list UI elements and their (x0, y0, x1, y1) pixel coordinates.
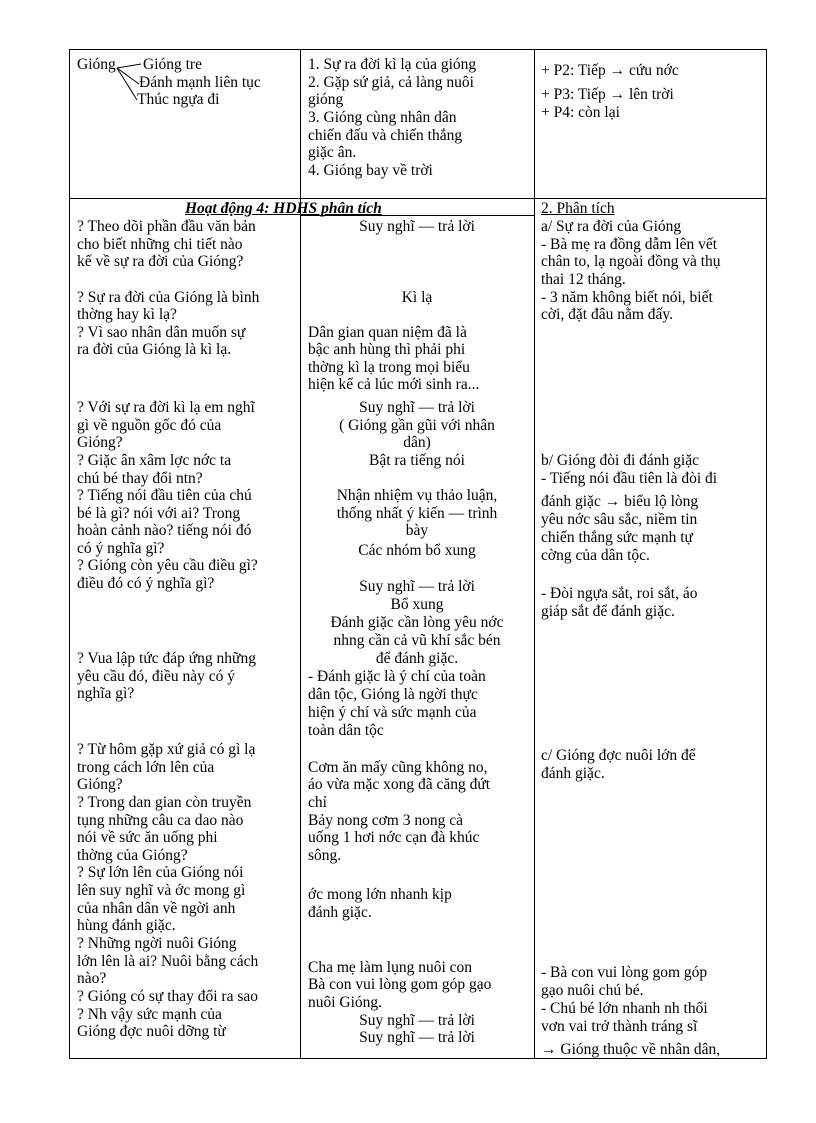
analysis-line: vơn vai trở thành tráng sĩ (541, 1018, 698, 1035)
answer-line: bậc anh hùng thì phải phi (308, 341, 466, 358)
analysis-text: đánh giặc (541, 493, 601, 510)
analysis-line: - 3 năm không biết nói, biết (541, 289, 713, 306)
answer-line: hiện kể cả lúc mới sinh ra... (308, 376, 480, 393)
answer-line: ( Gióng gần gũi với nhân (339, 417, 495, 434)
analysis-line: - Chú bé lớn nhanh nh thổi (541, 1000, 708, 1017)
question-line: trong cách lớn lên của (77, 759, 215, 776)
analysis-line: thai 12 tháng. (541, 271, 626, 288)
outline-line-2: 2. Gặp sứ giả, cả làng nuôi (308, 74, 474, 91)
analysis-line: giáp sắt để đánh giặc. (541, 603, 675, 620)
outline-line-5: chiến đấu và chiến thắng (308, 127, 463, 144)
question-line: lớn lên là ai? Nuôi bằng cách (77, 953, 259, 970)
answer-line: Suy nghĩ — trả lời (359, 578, 475, 595)
question-line: bé là gì? nói với ai? Trong (77, 505, 241, 522)
answer-line: để đánh giặc. (375, 650, 459, 667)
question-line: ? Sự lớn lên của Gióng nói (77, 864, 244, 881)
question-line: ? Với sự ra đời kì lạ em nghĩ (77, 399, 255, 416)
question-line: hùng đánh giặc. (77, 917, 176, 934)
analysis-line: c/ Gióng đợc nuôi lớn để (541, 747, 696, 764)
analysis-line-arrow (541, 1041, 720, 1058)
question-line: ? Nh vậy sức mạnh của (77, 1006, 222, 1023)
answer-line: - Đánh giặc là ý chí của toàn (308, 668, 486, 685)
question-line: ? Những ngời nuôi Gióng (77, 935, 237, 952)
question-line: tụng những câu ca dao nào (77, 812, 244, 829)
question-line: ? Giặc ân xâm lợc nớc ta (77, 452, 232, 469)
answer-line: toàn dân tộc (308, 722, 384, 739)
question-line: thờng của Gióng? (77, 847, 188, 864)
activity-heading: Hoạt động 4: HDHS phân tích (185, 200, 382, 217)
question-line: Gióng? (77, 776, 123, 793)
answer-line: sông. (308, 847, 342, 864)
table-border-col3 (534, 49, 535, 1059)
answer-line: hiện ý chí và sức mạnh của (308, 704, 477, 721)
answer-line: Nhận nhiệm vụ thảo luận, (336, 487, 498, 504)
answer-line: đánh giặc. (308, 904, 372, 921)
answer-line: ớc mong lớn nhanh kịp (308, 886, 452, 903)
outline-line-6: giặc ân. (308, 144, 357, 161)
part-p3 (541, 86, 674, 103)
question-line: Gióng? (77, 434, 123, 451)
question-line: của nhân dân về ngời anh (77, 900, 236, 917)
question-line: nói về sức ăn uống phi (77, 829, 218, 846)
question-line: gì về nguồn gốc đó của (77, 417, 222, 434)
question-line: ? Tiếng nói đầu tiên của chú (77, 487, 252, 504)
giong-branch-2: Đánh mạnh liên tục (139, 74, 261, 91)
section-heading: 2. Phân tích (541, 200, 615, 217)
answer-line: Đánh giặc cần lòng yêu nớc (330, 614, 504, 631)
answer-line: bày (405, 522, 429, 539)
answer-line: uống 1 hơi nớc cạn đà khúc (308, 829, 480, 846)
giong-root: Gióng (77, 56, 116, 73)
analysis-line: cờng của dân tộc. (541, 547, 650, 564)
table-border-top (69, 49, 767, 50)
arrow-icon: → (604, 493, 621, 510)
analysis-text: biểu lộ lòng (624, 493, 699, 510)
answer-line: Suy nghĩ — trả lời (359, 1029, 475, 1046)
table-border-left (69, 49, 70, 1059)
analysis-line: đánh giặc. (541, 765, 605, 782)
arrow-icon: → (609, 86, 626, 103)
table-border-bottom (69, 1058, 767, 1059)
question-line: có ý nghĩa gì? (77, 540, 165, 557)
analysis-line: b/ Gióng đòi đi đánh giặc (541, 452, 699, 469)
answer-line: Bảy nong cơm 3 nong cà (308, 812, 463, 829)
answer-line: Các nhóm bổ xung (358, 542, 476, 559)
question-line: nào? (77, 970, 107, 987)
analysis-line: yêu nớc sâu sắc, niềm tin (541, 511, 698, 528)
question-line: ? Trong dan gian còn truyền (77, 794, 252, 811)
table-row-divider (69, 198, 767, 199)
question-line: nghĩa gì? (77, 685, 135, 702)
answer-line: Dân gian quan niệm đã là (308, 324, 467, 341)
question-line: cho biết những chi tiết nào (77, 236, 243, 253)
answer-line: thờng kì lạ trong mọi biểu (308, 359, 470, 376)
analysis-line: cời, đặt đâu nằm đấy. (541, 306, 674, 323)
answer-line: Kì lạ (401, 289, 433, 306)
analysis-line: gạo nuôi chú bé. (541, 982, 644, 999)
question-line: ? Gióng có sự thay đổi ra sao (77, 988, 259, 1005)
analysis-text: Gióng thuộc về nhân dân, (560, 1041, 721, 1058)
answer-line: chỉ (308, 794, 327, 811)
answer-line: nuôi Gióng. (308, 994, 383, 1011)
answer-line: Bật ra tiếng nói (369, 452, 465, 469)
analysis-line: a/ Sự ra đời của Gióng (541, 218, 682, 235)
answer-line: Suy nghĩ — trả lời (359, 1012, 475, 1029)
answer-line: nhng cần cả vũ khí sắc bén (333, 632, 501, 649)
answer-line: thống nhất ý kiến — trình (336, 505, 498, 522)
question-line: điều đó có ý nghĩa gì? (77, 575, 215, 592)
part-p3-rest: lên trời (629, 86, 674, 103)
part-p3-label: + P3: Tiếp (541, 86, 606, 103)
outline-line-4: 3. Gióng cùng nhân dân (308, 109, 457, 126)
analysis-line: - Đòi ngựa sắt, roi sắt, áo (541, 585, 698, 602)
question-line: ? Vua lập tức đáp ứng những (77, 650, 256, 667)
giong-branch-1: Gióng tre (143, 56, 202, 73)
question-line: ? Vì sao nhân dân muốn sự (77, 324, 246, 341)
arrow-icon: → (609, 62, 626, 79)
question-line: ? Sự ra đời của Gióng là bình (77, 289, 260, 306)
answer-line: dân tộc, Gióng là ngời thực (308, 686, 478, 703)
outline-line-7: 4. Gióng bay về trời (308, 162, 433, 179)
analysis-line: - Bà mẹ ra đồng dẫm lên vết (541, 236, 718, 253)
question-line: ? Theo dõi phần đầu văn bản (77, 218, 256, 235)
arrow-icon: → (541, 1041, 557, 1058)
answer-line: dân) (403, 434, 431, 451)
question-line: hoàn cảnh nào? tiếng nói đó (77, 522, 252, 539)
question-line: ra đời của Gióng là kì lạ. (77, 341, 232, 358)
question-line: ? Gióng còn yêu cầu điều gì? (77, 557, 258, 574)
part-p2-label: + P2: Tiếp (541, 62, 606, 79)
part-p2-rest: cứu nớc (629, 62, 679, 79)
question-line: Gióng đợc nuôi dỡng từ (77, 1023, 226, 1040)
answer-line: áo vừa mặc xong đã căng đứt (308, 776, 491, 793)
question-line: lên suy nghĩ và ớc mong gì (77, 882, 246, 899)
part-p4: + P4: còn lại (541, 104, 620, 121)
question-line: thờng hay kì lạ? (77, 306, 177, 323)
outline-line-3: gióng (308, 91, 344, 108)
answer-line: Bà con vui lòng gom góp gạo (308, 976, 492, 993)
answer-line: Bổ xung (390, 596, 444, 613)
question-line: chú bé thay đổi ntn? (77, 470, 203, 487)
question-line: kể về sự ra đời của Gióng? (77, 253, 244, 270)
analysis-line-arrow (541, 493, 698, 510)
answer-line: Suy nghĩ — trả lời (359, 399, 475, 416)
answer-line: Cha mẹ làm lụng nuôi con (308, 959, 473, 976)
analysis-line: - Bà con vui lòng gom góp (541, 964, 708, 981)
answer-line: Suy nghĩ — trả lời (359, 218, 475, 235)
question-line: yêu cầu đó, điều này có ý (77, 668, 235, 685)
part-p2 (541, 62, 679, 79)
answer-line: Cơm ăn mấy cũng không no, (308, 759, 488, 776)
table-border-right (766, 49, 767, 1059)
giong-branch-3: Thúc ngựa đi (137, 91, 220, 108)
analysis-line: chân to, lạ ngoài đồng và thụ (541, 253, 721, 270)
question-line: ? Từ hôm gặp xứ giả có gì lạ (77, 741, 256, 758)
outline-line-1: 1. Sự ra đời kì lạ của gióng (308, 56, 477, 73)
analysis-line: - Tiếng nói đầu tiên là đòi đi (541, 470, 718, 487)
analysis-line: chiến thắng sức mạnh tự (541, 529, 693, 546)
